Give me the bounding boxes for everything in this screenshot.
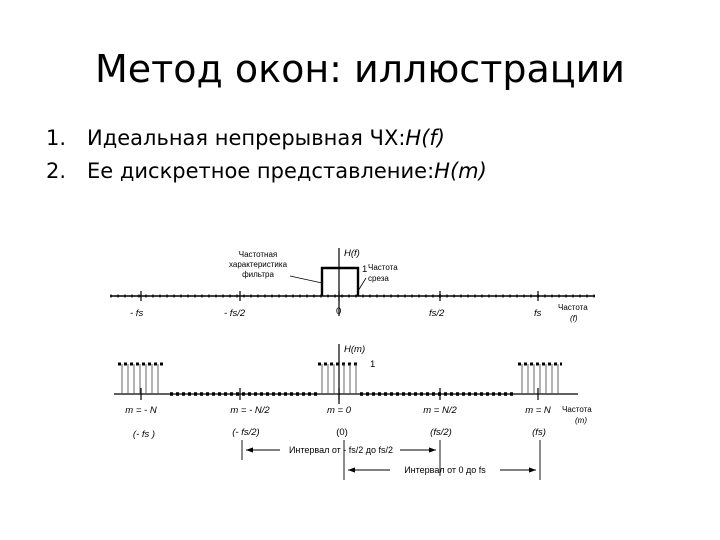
m-tick-label: m = - N/2 xyxy=(230,405,270,416)
discrete-response-panel xyxy=(114,344,592,480)
tick-label: fs/2 xyxy=(429,308,445,319)
bullet-text: Идеальная непрерывная ЧХ: xyxy=(87,126,406,150)
bullet-list xyxy=(46,122,487,188)
characteristic-label: фильтра xyxy=(242,270,274,279)
cutoff-label: среза xyxy=(368,274,389,283)
tick-label: - fs/2 xyxy=(224,308,246,319)
f-equivalent-label: (fs/2) xyxy=(430,427,452,438)
frequency-label: Частота xyxy=(558,303,588,312)
cutoff-label: Частота xyxy=(368,263,398,272)
unit-level-label: 1 xyxy=(362,264,368,275)
tick-label: - fs xyxy=(130,308,144,319)
ideal-response-curve xyxy=(322,268,358,296)
y-axis-label: H(m) xyxy=(344,344,366,355)
pointer-line xyxy=(290,276,322,283)
interval-label: Интервал от 0 до fs xyxy=(404,465,486,475)
characteristic-label: характеристика xyxy=(228,260,288,269)
m-tick-label: m = - N xyxy=(125,405,157,416)
frequency-label: (m) xyxy=(575,416,587,425)
bullet-number: 1. xyxy=(46,126,67,150)
characteristic-label: Частотная xyxy=(238,250,278,259)
slide-title: Метод окон: иллюстрации xyxy=(94,47,626,91)
m-tick-label: m = 0 xyxy=(326,405,352,416)
bullet-item-1 xyxy=(46,122,487,155)
y-axis-label: H(f) xyxy=(344,248,360,259)
window-method-figure xyxy=(100,236,620,484)
f-equivalent-label: (0) xyxy=(336,427,348,438)
sample-group-right xyxy=(518,364,562,394)
m-tick-label: m = N/2 xyxy=(423,405,457,416)
bullet-math: H(f) xyxy=(405,126,445,150)
tick-label: 0 xyxy=(336,306,342,317)
f-equivalent-label: (- fs ) xyxy=(132,429,156,440)
frequency-label: (f) xyxy=(570,314,578,323)
bullet-number: 2. xyxy=(46,159,67,183)
bullet-text: Ее дискретное представление: xyxy=(87,159,435,183)
bullet-math: H(m) xyxy=(434,159,487,183)
m-tick-label: m = N xyxy=(525,405,551,416)
tick-label: fs xyxy=(534,308,542,319)
interval-label: Интервал от - fs/2 до fs/2 xyxy=(288,445,394,455)
f-equivalent-label: (fs) xyxy=(532,427,546,438)
continuous-response-panel xyxy=(110,248,595,323)
f-equivalent-label: (- fs/2) xyxy=(232,427,260,438)
frequency-label: Частота xyxy=(562,405,592,414)
unit-level-label: 1 xyxy=(370,359,376,370)
bullet-item-2 xyxy=(46,155,487,188)
